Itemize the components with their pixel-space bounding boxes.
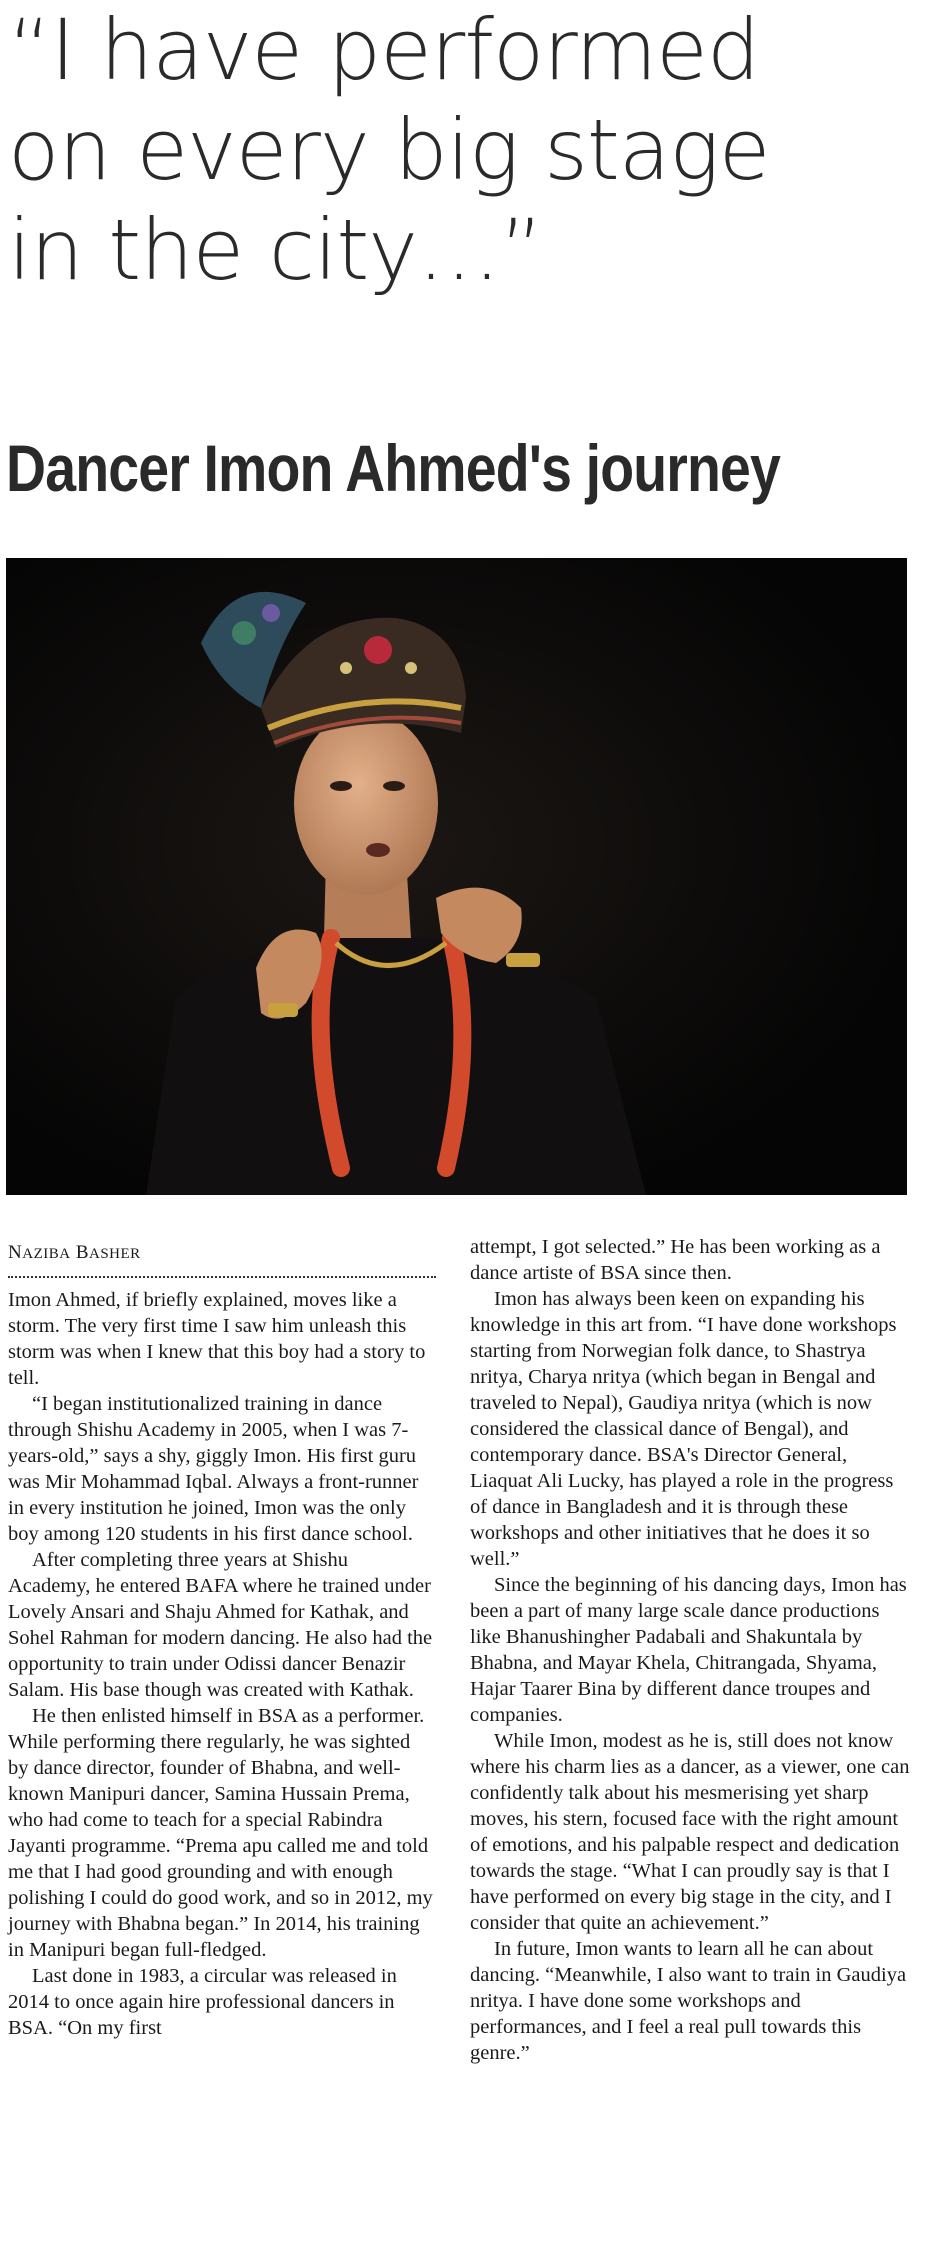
byline [8,1242,141,1264]
article-column-left [8,1287,433,2041]
dancer-photo [6,558,907,1195]
headline-line: “I have performed [8,1,760,99]
byline-initial: B [75,1242,89,1263]
paragraph: attempt, I got selected.” He has been working as a dance artiste of BSA since then. [470,1236,881,1284]
paragraph: Imon Ahmed, if briefly explained, moves like a storm. The very first time I saw him unleash this storm was when I knew that this boy had a story to tell. [8,1289,426,1389]
paragraph: In future, Imon wants to learn all he can about dancing. “Meanwhile, I also want to train in Gaudiya nritya. I have done some workshops and performances, and I feel a real pull towards this genre.” [470,1938,907,2064]
face [294,711,438,895]
paragraph: Imon has always been keen on expanding his knowledge in this art from. “I have done workshops starting from Norwegian folk dance, to Shastrya nritya, Charya nritya (which began in Bengal and traveled to Nepal), Gaudiya nritya (which is now considered the classical dance of Bengal), and contemporary dance. BSA's Director General, Liaquat Ali Lucky, has played a role in the progress of dance in Bangladesh and it is through these workshops and other initiatives that he does it so well.” [470,1288,897,1570]
paragraph: After completing three years at Shishu Academy, he entered BAFA where he trained under Lovely Ansari and Shaju Ahmed for Kathak, and Sohel Rahman for modern dancing. He also had the opportunity to train under Odissi dancer Benazir Salam. His base though was created with Kathak. [8,1549,433,1701]
headline-line: on every big stage [8,101,770,199]
paragraph: He then enlisted himself in BSA as a performer. While performing there regularly, he was sighted by dance director, founder of Bhabna, and well-known Manipuri dancer, Samina Hussain Prema, who had come to teach for a special Rabindra Jayanti programme. “Prema apu called me and told me that I had good grounding and with enough polishing I could do good work, and so in 2012, my journey with Bhabna began.” In 2014, his training in Manipuri began full-fledged. [8,1705,433,1961]
byline-divider [8,1276,436,1278]
byline-first-name: AZIBA [22,1246,71,1262]
paragraph: “I began institutionalized training in dance through Shishu Academy in 2005, when I was 7-years-old,” says a shy, giggly Imon. His first guru was Mir Mohammad Iqbal. Always a front-runner in every institution he joined, Imon was the only boy among 120 students in his first dance school. [8,1393,419,1545]
headline-line: in the city…” [8,201,543,299]
paragraph: Last done in 1983, a circular was released in 2014 to once again hire professional dancers in BSA. “On my first [8,1965,397,2039]
byline-last-name: ASHER [89,1246,141,1262]
subheadline: Dancer Imon Ahmed's journey [6,431,781,505]
dancer-illustration [6,558,907,1195]
paragraph: Since the beginning of his dancing days, Imon has been a part of many large scale dance productions like Bhanushingher Padabali and Shakuntala by Bhabna, and Mayar Khela, Chitrangada, Shyama, Hajar Taarer Bina by different dance troupes and companies. [470,1574,907,1726]
article-column-right [470,1234,910,2066]
paragraph: While Imon, modest as he is, still does not know where his charm lies as a dancer, as a viewer, one can confidently talk about his mesmerising yet sharp moves, his stern, focused face with the right amount of emotions, and his palpable respect and dedication towards the stage. “What I can proudly say is that I have performed on every big stage in the city, and I consider that quite an achievement.” [470,1730,910,1934]
byline-initial: N [8,1242,23,1263]
headline [8,0,918,300]
